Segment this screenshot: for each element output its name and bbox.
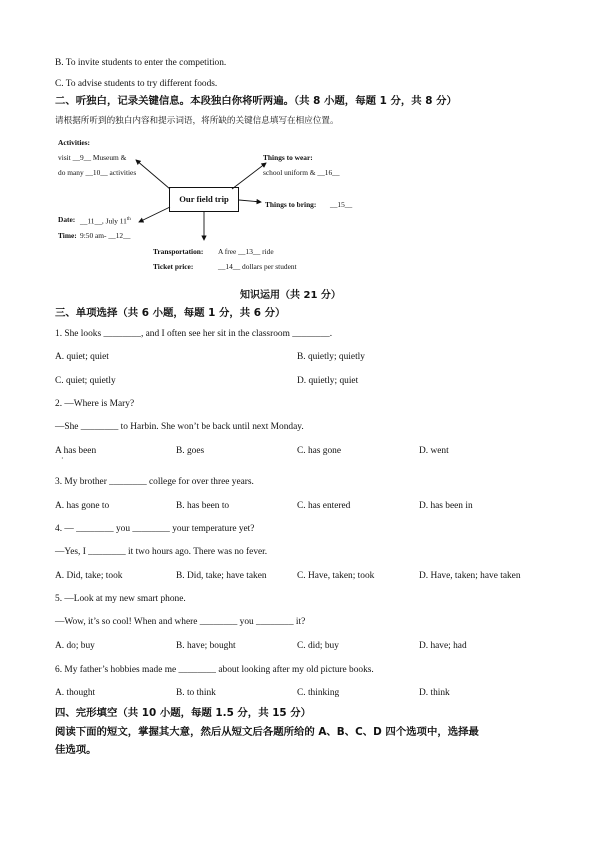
section4-instruction-2: 佳选项。 bbox=[55, 744, 97, 756]
q3-option-d: D. has been in bbox=[419, 501, 473, 511]
q3-option-c: C. has entered bbox=[297, 501, 351, 511]
activities-line2: do many __10__ activities bbox=[58, 168, 137, 177]
things-bring-label: Things to bring: bbox=[265, 200, 317, 209]
option-c-text: C. To advise students to try different foods. bbox=[55, 79, 218, 89]
q2-option-d: D. went bbox=[419, 446, 449, 456]
q5-option-a: A. do; buy bbox=[55, 641, 95, 651]
ticket-value: __14__ dollars per student bbox=[218, 262, 297, 271]
things-wear-label: Things to wear: bbox=[263, 153, 313, 162]
q4-option-b: B. Did, take; have taken bbox=[176, 571, 267, 581]
q4-stem-2: —Yes, I ________ it two hours ago. There was no fever. bbox=[55, 547, 268, 557]
q5-stem-1: 5. —Look at my new smart phone. bbox=[55, 594, 186, 604]
q2-stem-1: 2. —Where is Mary? bbox=[55, 399, 135, 409]
q6-option-b: B. to think bbox=[176, 688, 216, 698]
section2-heading: 二、听独白，记录关键信息。本段独白你将听两遍。（共 8 小题，每题 1 分，共 8 分） bbox=[55, 95, 457, 107]
q6-stem: 6. My father’s hobbies made me ________ about looking after my old picture books. bbox=[55, 665, 374, 675]
things-wear-value: school uniform & __16__ bbox=[263, 168, 340, 177]
q1-option-b: B. quietly; quietly bbox=[297, 352, 365, 362]
things-bring-value: __15__ bbox=[330, 200, 353, 209]
section4-instruction-1: 阅读下面的短文，掌握其大意，然后从短文后各题所给的 A、B、C、D 四个选项中，选择最 bbox=[55, 726, 479, 738]
knowledge-title: 知识运用（共 21 分） bbox=[240, 290, 341, 301]
q2-dot-mark: · bbox=[61, 454, 64, 463]
q4-option-d: D. Have, taken; have taken bbox=[419, 571, 521, 581]
activities-label: Activities: bbox=[58, 138, 91, 147]
q6-option-a: A. thought bbox=[55, 688, 96, 698]
q4-option-c: C. Have, taken; took bbox=[297, 571, 375, 581]
q4-option-a: A. Did, take; took bbox=[55, 571, 123, 581]
q5-option-c: C. did; buy bbox=[297, 641, 339, 651]
section3-heading: 三、单项选择（共 6 小题，每题 1 分，共 6 分） bbox=[55, 307, 286, 319]
q2-option-c: C. has gone bbox=[297, 446, 342, 456]
q3-option-b: B. has been to bbox=[176, 501, 230, 511]
section4-heading: 四、完形填空（共 10 小题，每题 1.5 分，共 15 分） bbox=[55, 707, 312, 719]
q3-option-a: A. has gone to bbox=[55, 501, 110, 511]
q5-stem-2: —Wow, it’s so cool! When and where ________ you ________ it? bbox=[55, 617, 306, 627]
q6-option-c: C. thinking bbox=[297, 688, 340, 698]
date-value-text: __11__, July 11 bbox=[80, 216, 127, 226]
date-label: Date: bbox=[58, 215, 76, 224]
q3-stem: 3. My brother ________ college for over three years. bbox=[55, 477, 254, 487]
transport-value: A free __13__ ride bbox=[218, 247, 274, 256]
date-value bbox=[80, 215, 131, 226]
q1-option-d: D. quietly; quiet bbox=[297, 376, 359, 386]
time-value: 9:50 am- __12__ bbox=[80, 231, 131, 240]
q2-option-b: B. goes bbox=[176, 446, 205, 456]
q1-option-a: A. quiet; quiet bbox=[55, 352, 109, 362]
q4-stem-1: 4. — ________ you ________ your temperature yet? bbox=[55, 524, 255, 534]
q1-stem: 1. She looks ________, and I often see her sit in the classroom ________. bbox=[55, 329, 333, 339]
date-sup: th bbox=[126, 217, 131, 222]
q6-option-d: D. think bbox=[419, 688, 450, 698]
q5-option-b: B. have; bought bbox=[176, 641, 236, 651]
time-label: Time: bbox=[58, 231, 77, 240]
q2-stem-2: —She ________ to Harbin. She won’t be back until next Monday. bbox=[55, 422, 304, 432]
activities-line1: visit __9__ Museum & bbox=[58, 153, 127, 162]
ticket-label: Ticket price: bbox=[153, 262, 194, 271]
section2-instruction: 请根据所听到的独白内容和提示词语，将所缺的关键信息填写在相应位置。 bbox=[55, 116, 339, 126]
q1-option-c: C. quiet; quietly bbox=[55, 376, 116, 386]
q5-option-d: D. have; had bbox=[419, 641, 467, 651]
diagram-center-box: Our field trip bbox=[169, 187, 239, 212]
transport-label: Transportation: bbox=[153, 247, 204, 256]
q2-option-a: A has been bbox=[55, 446, 97, 456]
option-b-text: B. To invite students to enter the competition. bbox=[55, 58, 227, 68]
